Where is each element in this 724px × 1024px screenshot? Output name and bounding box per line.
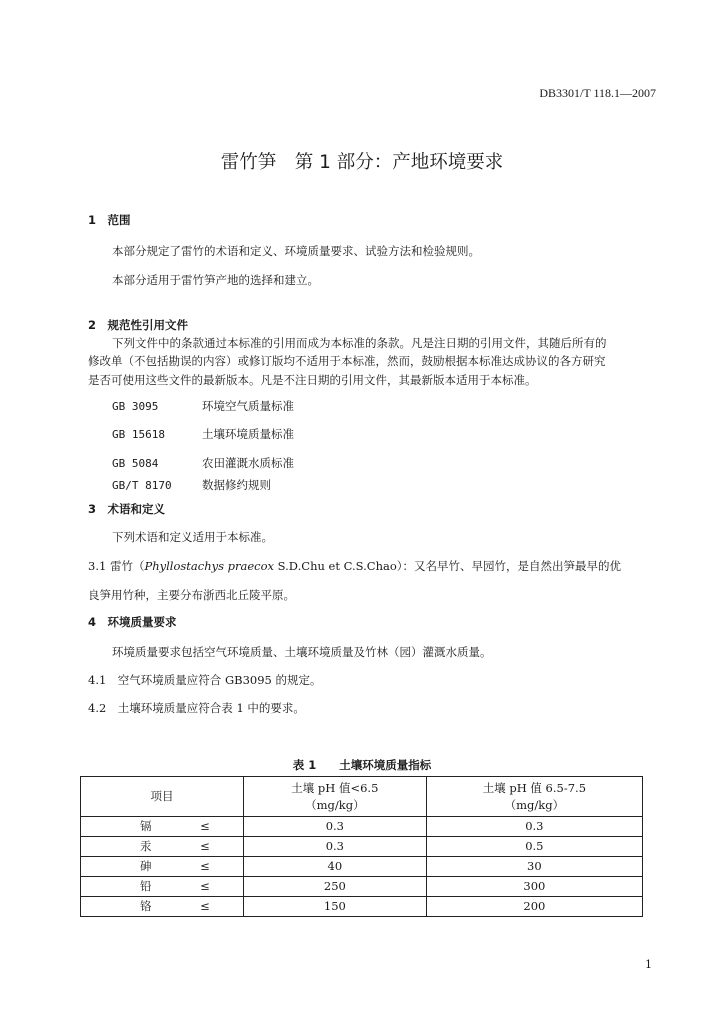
clause-4-2: 4.2 土壤环境质量应符合表 1 中的要求。 [88, 701, 305, 715]
row-value-1: 0.3 [244, 837, 427, 857]
author-name: S.D.Chu et C.S.Chao [274, 559, 397, 573]
row-item [81, 877, 244, 897]
section-2-line-3: 是否可使用这些文件的最新版本。凡是不注日期的引用文件，其最新版本适用于本标准。 [88, 373, 537, 387]
reference-item [112, 426, 294, 442]
reference-code: GB 3095 [112, 400, 159, 413]
element-name: 砷 [140, 859, 152, 873]
section-1-heading: 1 范围 [88, 213, 131, 227]
reference-name: 环境空气质量标准 [202, 399, 294, 413]
row-value-1: 250 [244, 877, 427, 897]
header-col-1 [244, 777, 427, 817]
reference-name: 农田灌溉水质标准 [202, 456, 294, 470]
row-value-2: 30 [426, 857, 642, 877]
standard-code: DB3301/T 118.1—2007 [539, 86, 656, 100]
table-row [81, 877, 643, 897]
header-col-2-unit: （mg/kg） [504, 797, 565, 812]
latin-name: Phyllostachys praecox [144, 559, 275, 573]
section-4-paragraph-1: 环境质量要求包括空气环境质量、土壤环境质量及竹林（园）灌溉水质量。 [112, 645, 492, 659]
document-title: 雷竹笋 第 1 部分：产地环境要求 [220, 152, 504, 173]
definition-3-1-line-2: 良笋用竹种，主要分布浙西北丘陵平原。 [88, 588, 295, 602]
reference-code: GB 5084 [112, 457, 159, 470]
soil-quality-table [80, 776, 643, 917]
element-name: 镉 [140, 819, 152, 833]
row-item [81, 817, 244, 837]
row-value-2: 200 [426, 897, 642, 917]
section-3-paragraph-1: 下列术语和定义适用于本标准。 [112, 530, 273, 544]
element-name: 铬 [140, 899, 152, 913]
reference-code: GB 15618 [112, 428, 165, 441]
element-name: 汞 [140, 839, 152, 853]
reference-name: 土壤环境质量标准 [202, 427, 294, 441]
element-name: 铅 [140, 879, 152, 893]
section-3-heading: 3 术语和定义 [88, 502, 166, 516]
row-value-1: 40 [244, 857, 427, 877]
table-row [81, 837, 643, 857]
section-1-paragraph-2: 本部分适用于雷竹笋产地的选择和建立。 [112, 273, 319, 287]
table-caption: 表 1 土壤环境质量指标 [292, 758, 432, 772]
le-symbol: ≤ [200, 819, 210, 833]
header-col-2 [426, 777, 642, 817]
section-2-heading: 2 规范性引用文件 [88, 318, 189, 332]
row-item [81, 857, 244, 877]
definition-3-1 [88, 558, 621, 574]
le-symbol: ≤ [200, 839, 210, 853]
header-item: 项目 [81, 777, 244, 817]
header-col-1-title: 土壤 pH 值<6.5 [291, 780, 379, 795]
page-number: 1 [645, 958, 652, 971]
reference-item [112, 477, 271, 493]
section-1-paragraph-1: 本部分规定了雷竹的术语和定义、环境质量要求、试验方法和检验规则。 [112, 244, 480, 258]
le-symbol: ≤ [200, 879, 210, 893]
row-value-2: 0.3 [426, 817, 642, 837]
le-symbol: ≤ [200, 899, 210, 913]
reference-code: GB/T 8170 [112, 479, 172, 492]
section-4-heading: 4 环境质量要求 [88, 615, 177, 629]
row-item [81, 897, 244, 917]
le-symbol: ≤ [200, 859, 210, 873]
row-value-1: 0.3 [244, 817, 427, 837]
row-value-2: 0.5 [426, 837, 642, 857]
table-row [81, 817, 643, 837]
reference-name: 数据修约规则 [202, 478, 271, 492]
definition-prefix: 3.1 雷竹（ [88, 559, 145, 573]
header-col-2-title: 土壤 pH 值 6.5-7.5 [482, 780, 587, 795]
row-value-2: 300 [426, 877, 642, 897]
row-value-1: 150 [244, 897, 427, 917]
section-2-line-2: 修改单（不包括勘误的内容）或修订版均不适用于本标准，然而，鼓励根据本标准达成协议的各方研究 [88, 354, 606, 368]
clause-4-1: 4.1 空气环境质量应符合 GB3095 的规定。 [88, 673, 322, 687]
reference-item [112, 398, 294, 414]
definition-text: ）：又名早竹、早园竹，是自然出笋最早的优 [396, 559, 622, 573]
table-row [81, 857, 643, 877]
reference-item [112, 455, 294, 471]
row-item [81, 837, 244, 857]
table-row [81, 897, 643, 917]
section-2-line-1: 下列文件中的条款通过本标准的引用而成为本标准的条款。凡是注日期的引用文件，其随后所有的 [112, 336, 607, 350]
table-header-row [81, 777, 643, 817]
header-col-1-unit: （mg/kg） [305, 797, 365, 812]
